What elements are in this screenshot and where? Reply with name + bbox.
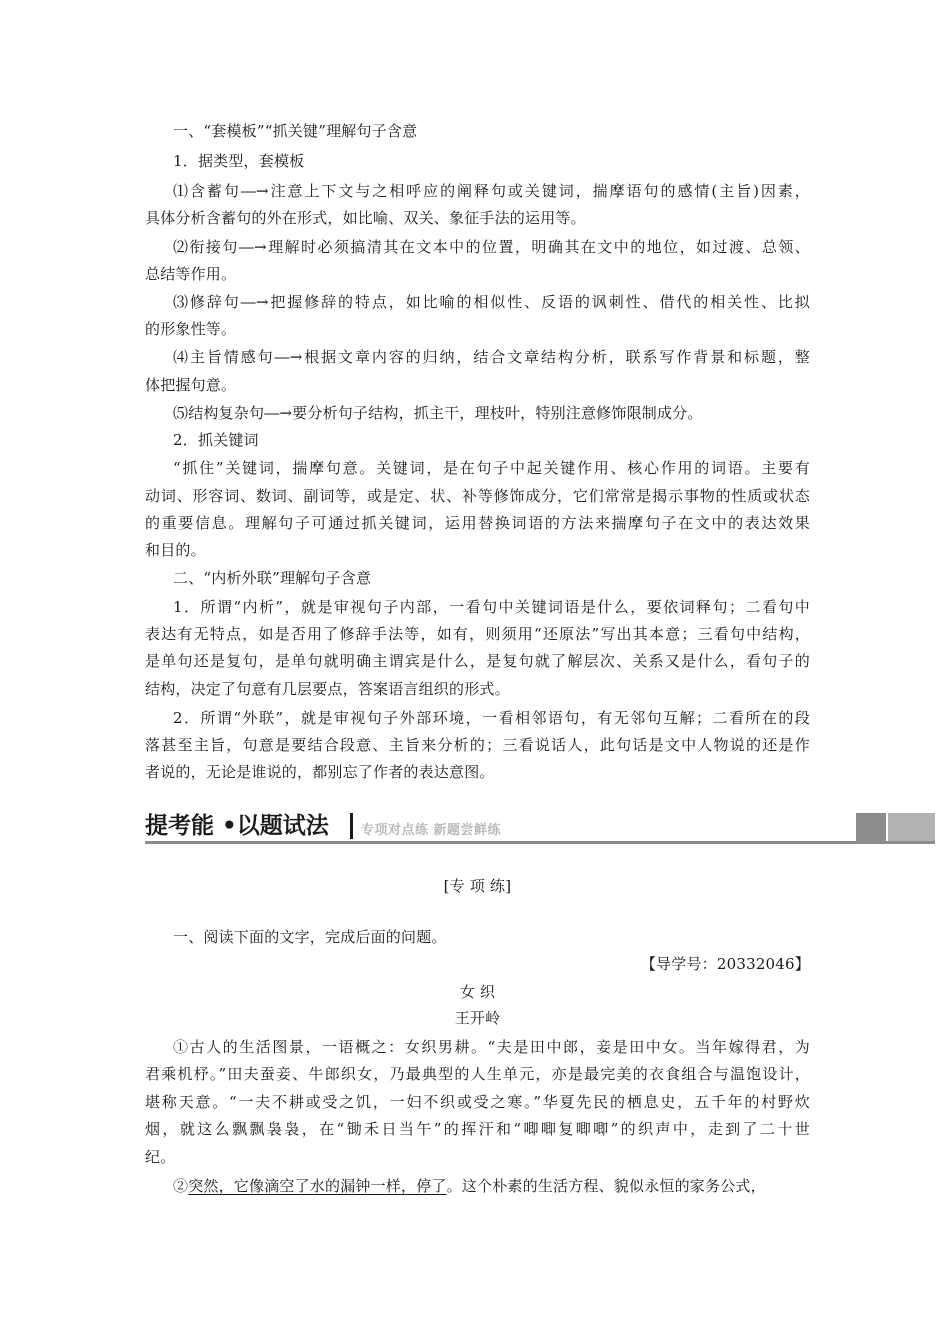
paragraph-line: 堪称天意。“一夫不耕或受之饥，一妇不织或受之寒。”华夏先民的栖息史，五千年的村野炊 [145, 1093, 810, 1111]
paragraph-number: ② [173, 1177, 189, 1195]
paragraph-line: 1．所谓“内析”，就是审视句子内部，一看句中关键词语是什么，要依词释句；二看句中 [173, 598, 810, 616]
paragraph-line: 落甚至主旨，句意是要结合段意、主旨来分析的；三看说话人，此句话是文中人物说的还是作 [145, 736, 810, 754]
paragraph-line: ⑸结构复杂句―→要分析句子结构，抓主干，理枝叶，特别注意修饰限制成分。 [173, 404, 703, 422]
practice-heading: [专 项 练] [443, 877, 512, 895]
paragraph-line: 体把握句意。 [145, 376, 237, 394]
banner-title: 提考能 •以题试法 [145, 813, 329, 839]
section-banner [145, 810, 935, 846]
banner-underline [145, 841, 935, 844]
paragraph-line: 表达有无特点，如是否用了修辞手法等，如有，则须用“还原法”写出其本意；三看句中结构， [145, 625, 810, 643]
paragraph-line: 的形象性等。 [145, 320, 237, 338]
section2-heading: 二、“内析外联”理解句子含意 [173, 569, 372, 587]
paragraph-line: 2．所谓“外联”，就是审视句子外部环境，一看相邻语句，有无邻句互解；二看所在的段 [173, 709, 810, 727]
paragraph-line: “抓住”关键词，揣摩句意。关键词，是在句子中起关键作用、核心作用的词语。主要有 [173, 459, 810, 477]
paragraph-line: 君乘机杼。”田夫蚕妾、牛郎织女，乃最典型的人生单元，亦是最完美的衣食组合与温饱设计， [145, 1065, 810, 1083]
paragraph-line: ⑴含蓄句―→注意上下文与之相呼应的阐释句或关键词，揣摩语句的感情(主旨)因素， [173, 182, 810, 200]
paragraph-line: 者说的，无论是谁说的，都别忘了作者的表达意图。 [145, 763, 495, 781]
paragraph-line: ⑶修辞句―→把握修辞的特点，如比喻的相似性、反语的讽刺性、借代的相关性、比拟 [173, 293, 810, 311]
paragraph-line: 和目的。 [145, 541, 206, 559]
underlined-sentence: 突然，它像滴空了水的漏钟一样，停了 [188, 1177, 447, 1195]
article-title: 女 织 [459, 983, 496, 1001]
banner-subtitle: 专项对点练 新题尝鲜练 [361, 823, 502, 838]
paragraph-line: 的重要信息。理解句子可通过抓关键词，运用替换词语的方法来揣摩句子在文中的表达效果 [145, 514, 810, 532]
paragraph-line: 具体分析含蓄句的外在形式，如比喻、双关、象征手法的运用等。 [145, 209, 586, 227]
paragraph-line: ⑵衔接句―→理解时必须搞清其在文本中的位置，明确其在文中的地位，如过渡、总领、 [173, 238, 810, 256]
paragraph-line: 是单句还是复句，是单句就明确主谓宾是什么，是复句就了解层次、关系又是什么，看句子的 [145, 652, 810, 670]
paragraph-line: 烟，就这么飘飘袅袅，在“锄禾日当午”的挥汗和“唧唧复唧唧”的织声中，走到了二十世 [145, 1120, 810, 1138]
section1-subheading-2: 2．抓关键词 [173, 431, 259, 449]
guide-number: 【导学号：20332046】 [640, 955, 810, 973]
paragraph-line: 结构，决定了句意有几层要点，答案语言组织的形式。 [145, 680, 510, 698]
banner-divider [350, 813, 353, 839]
paragraph-text: 。这个朴素的生活方程、貌似永恒的家务公式， [446, 1177, 766, 1195]
banner-decoration-light [888, 813, 935, 841]
paragraph-line [173, 1176, 838, 1196]
paragraph-line: 动词、形容词、数词、副词等，或是定、状、补等修饰成分，它们常常是揭示事物的性质或状态 [145, 487, 810, 505]
article-author: 王开岭 [454, 1009, 501, 1027]
paragraph-line: ⑷主旨情感句―→根据文章内容的归纳，结合文章结构分析，联系写作背景和标题，整 [173, 348, 810, 366]
question-prompt: 一、阅读下面的文字，完成后面的问题。 [173, 928, 447, 946]
banner-decoration-dark [856, 813, 886, 841]
paragraph-line: ①古人的生活图景，一语概之：女织男耕。“夫是田中郎，妾是田中女。当年嫁得君，为 [173, 1038, 810, 1056]
section1-subheading-1: 1．据类型，套模板 [173, 152, 305, 170]
paragraph-line: 总结等作用。 [145, 265, 237, 283]
paragraph-line: 纪。 [145, 1148, 176, 1166]
section1-heading: 一、“套模板”“抓关键”理解句子含意 [173, 122, 418, 140]
